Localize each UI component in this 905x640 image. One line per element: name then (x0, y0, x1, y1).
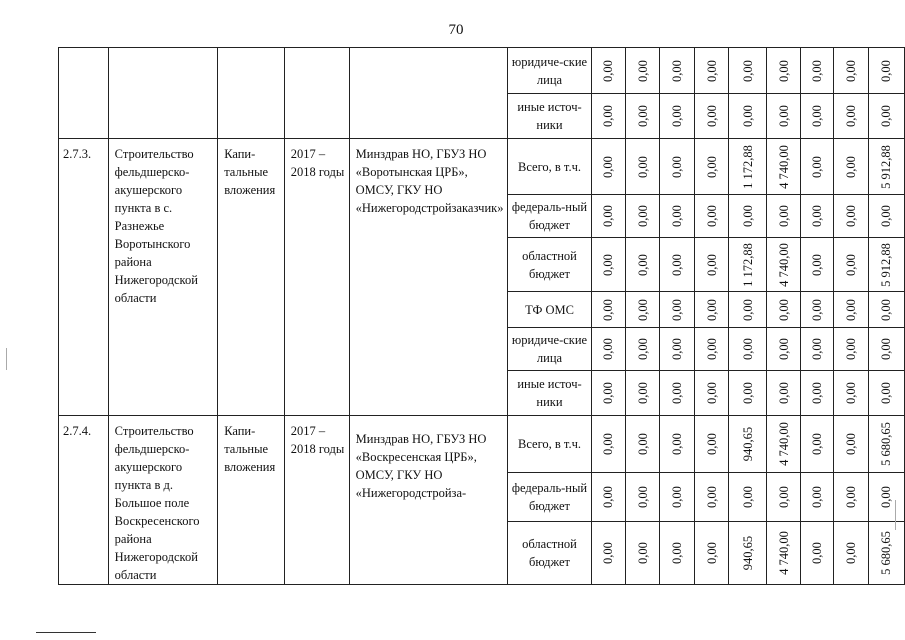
footer-rule (36, 632, 96, 633)
value-cell: 0,00 (868, 195, 904, 238)
value-cell: 0,00 (800, 292, 834, 328)
value-cell: 0,00 (868, 371, 904, 416)
value-cell: 0,00 (767, 94, 801, 139)
executor-cell (349, 48, 508, 139)
item-number: 2.7.3. (59, 139, 109, 416)
source-label: областной бюджет (508, 521, 591, 584)
value-cell: 1 172,88 (729, 238, 767, 292)
value-cell: 0,00 (625, 371, 659, 416)
value-cell: 0,00 (660, 473, 694, 522)
value-cell: 0,00 (694, 416, 728, 473)
value-cell: 0,00 (767, 195, 801, 238)
value-cell: 0,00 (729, 371, 767, 416)
value-cell: 0,00 (800, 238, 834, 292)
value-cell: 0,00 (660, 521, 694, 584)
value-cell: 0,00 (625, 139, 659, 195)
value-cell: 0,00 (834, 371, 868, 416)
value-cell: 0,00 (625, 521, 659, 584)
value-cell: 0,00 (625, 94, 659, 139)
value-cell: 0,00 (660, 195, 694, 238)
table-row (59, 139, 905, 195)
value-cell: 0,00 (834, 94, 868, 139)
value-cell: 0,00 (694, 292, 728, 328)
value-cell: 0,00 (694, 521, 728, 584)
value-cell: 0,00 (660, 94, 694, 139)
value-cell: 0,00 (868, 48, 904, 94)
value-cell: 0,00 (834, 48, 868, 94)
value-cell: 0,00 (834, 521, 868, 584)
value-cell: 0,00 (660, 48, 694, 94)
value-cell: 4 740,00 (767, 521, 801, 584)
name-cell (108, 48, 218, 139)
value-cell: 0,00 (800, 94, 834, 139)
value-cell: 0,00 (800, 195, 834, 238)
value-cell: 0,00 (800, 139, 834, 195)
source-label: Всего, в т.ч. (508, 139, 591, 195)
value-cell: 0,00 (694, 139, 728, 195)
value-cell: 0,00 (694, 371, 728, 416)
source-label: юридиче-ские лица (508, 328, 591, 371)
value-cell: 0,00 (767, 48, 801, 94)
value-cell: 5 912,88 (868, 238, 904, 292)
item-name: Строительство фельдшерско-акушерского пункта в с. Разнежье Воротынского района Нижегородской области (108, 139, 218, 416)
value-cell: 0,00 (660, 416, 694, 473)
value-cell: 0,00 (767, 473, 801, 522)
value-cell: 0,00 (660, 371, 694, 416)
value-cell: 0,00 (591, 521, 625, 584)
value-cell: 0,00 (591, 139, 625, 195)
value-cell: 0,00 (625, 416, 659, 473)
source-label: Всего, в т.ч. (508, 416, 591, 473)
source-label: иные источ-ники (508, 94, 591, 139)
source-label: областной бюджет (508, 238, 591, 292)
source-label: федераль-ный бюджет (508, 195, 591, 238)
value-cell: 4 740,00 (767, 139, 801, 195)
scan-mark (6, 348, 7, 370)
source-label: иные источ-ники (508, 371, 591, 416)
value-cell: 0,00 (694, 328, 728, 371)
value-cell: 0,00 (800, 473, 834, 522)
value-cell: 0,00 (800, 521, 834, 584)
item-executor: Минздрав НО, ГБУЗ НО «Воротынская ЦРБ», ОМСУ, ГКУ НО «Нижегородстройзаказчик» (349, 139, 508, 416)
value-cell: 0,00 (660, 139, 694, 195)
value-cell: 5 680,65 (868, 521, 904, 584)
item-type: Капи-тальные вложения (218, 416, 285, 585)
value-cell: 0,00 (834, 238, 868, 292)
value-cell: 1 172,88 (729, 139, 767, 195)
value-cell: 0,00 (800, 371, 834, 416)
value-cell: 0,00 (868, 292, 904, 328)
value-cell: 0,00 (660, 328, 694, 371)
value-cell: 0,00 (868, 94, 904, 139)
value-cell: 0,00 (834, 139, 868, 195)
item-period: 2017 – 2018 годы (284, 139, 349, 416)
value-cell: 0,00 (729, 292, 767, 328)
budget-table (58, 47, 905, 585)
value-cell: 0,00 (625, 238, 659, 292)
source-label: ТФ ОМС (508, 292, 591, 328)
value-cell: 4 740,00 (767, 238, 801, 292)
page-number: 70 (448, 22, 464, 38)
value-cell: 0,00 (834, 473, 868, 522)
value-cell: 0,00 (625, 292, 659, 328)
item-type: Капи-тальные вложения (218, 139, 285, 416)
value-cell: 5 912,88 (868, 139, 904, 195)
value-cell: 0,00 (834, 195, 868, 238)
value-cell: 0,00 (660, 238, 694, 292)
value-cell: 0,00 (694, 195, 728, 238)
value-cell: 940,65 (729, 521, 767, 584)
value-cell: 0,00 (800, 48, 834, 94)
value-cell: 0,00 (660, 292, 694, 328)
value-cell: 0,00 (868, 473, 904, 522)
value-cell: 0,00 (591, 48, 625, 94)
source-label: юридиче-ские лица (508, 48, 591, 94)
value-cell: 0,00 (868, 328, 904, 371)
value-cell: 4 740,00 (767, 416, 801, 473)
item-name: Строительство фельдшерско-акушерского пункта в д. Большое поле Воскресенского района Нижегородской области (108, 416, 218, 585)
value-cell: 0,00 (625, 473, 659, 522)
value-cell: 0,00 (767, 292, 801, 328)
value-cell: 0,00 (625, 48, 659, 94)
value-cell: 940,65 (729, 416, 767, 473)
item-executor: Минздрав НО, ГБУЗ НО «Воскресенская ЦРБ», ОМСУ, ГКУ НО «Нижегородстройза- (349, 416, 508, 585)
value-cell: 0,00 (694, 94, 728, 139)
value-cell: 0,00 (800, 328, 834, 371)
number-cell (59, 48, 109, 139)
source-label: федераль-ный бюджет (508, 473, 591, 522)
value-cell: 0,00 (591, 195, 625, 238)
value-cell: 0,00 (591, 328, 625, 371)
period-cell (284, 48, 349, 139)
value-cell: 0,00 (625, 328, 659, 371)
scan-mark (895, 500, 896, 530)
value-cell: 0,00 (800, 416, 834, 473)
value-cell: 0,00 (729, 473, 767, 522)
value-cell: 0,00 (591, 416, 625, 473)
value-cell: 0,00 (729, 48, 767, 94)
value-cell: 0,00 (591, 94, 625, 139)
table-row (59, 48, 905, 94)
value-cell: 0,00 (767, 371, 801, 416)
value-cell: 0,00 (767, 328, 801, 371)
value-cell: 0,00 (729, 328, 767, 371)
value-cell: 5 680,65 (868, 416, 904, 473)
value-cell: 0,00 (694, 238, 728, 292)
value-cell: 0,00 (834, 416, 868, 473)
value-cell: 0,00 (591, 292, 625, 328)
value-cell: 0,00 (625, 195, 659, 238)
value-cell: 0,00 (729, 94, 767, 139)
value-cell: 0,00 (591, 473, 625, 522)
value-cell: 0,00 (591, 238, 625, 292)
table-row (59, 416, 905, 473)
value-cell: 0,00 (694, 473, 728, 522)
value-cell: 0,00 (834, 292, 868, 328)
value-cell: 0,00 (591, 371, 625, 416)
item-period: 2017 – 2018 годы (284, 416, 349, 585)
value-cell: 0,00 (729, 195, 767, 238)
item-number: 2.7.4. (59, 416, 109, 585)
value-cell: 0,00 (834, 328, 868, 371)
value-cell: 0,00 (694, 48, 728, 94)
type-cell (218, 48, 285, 139)
